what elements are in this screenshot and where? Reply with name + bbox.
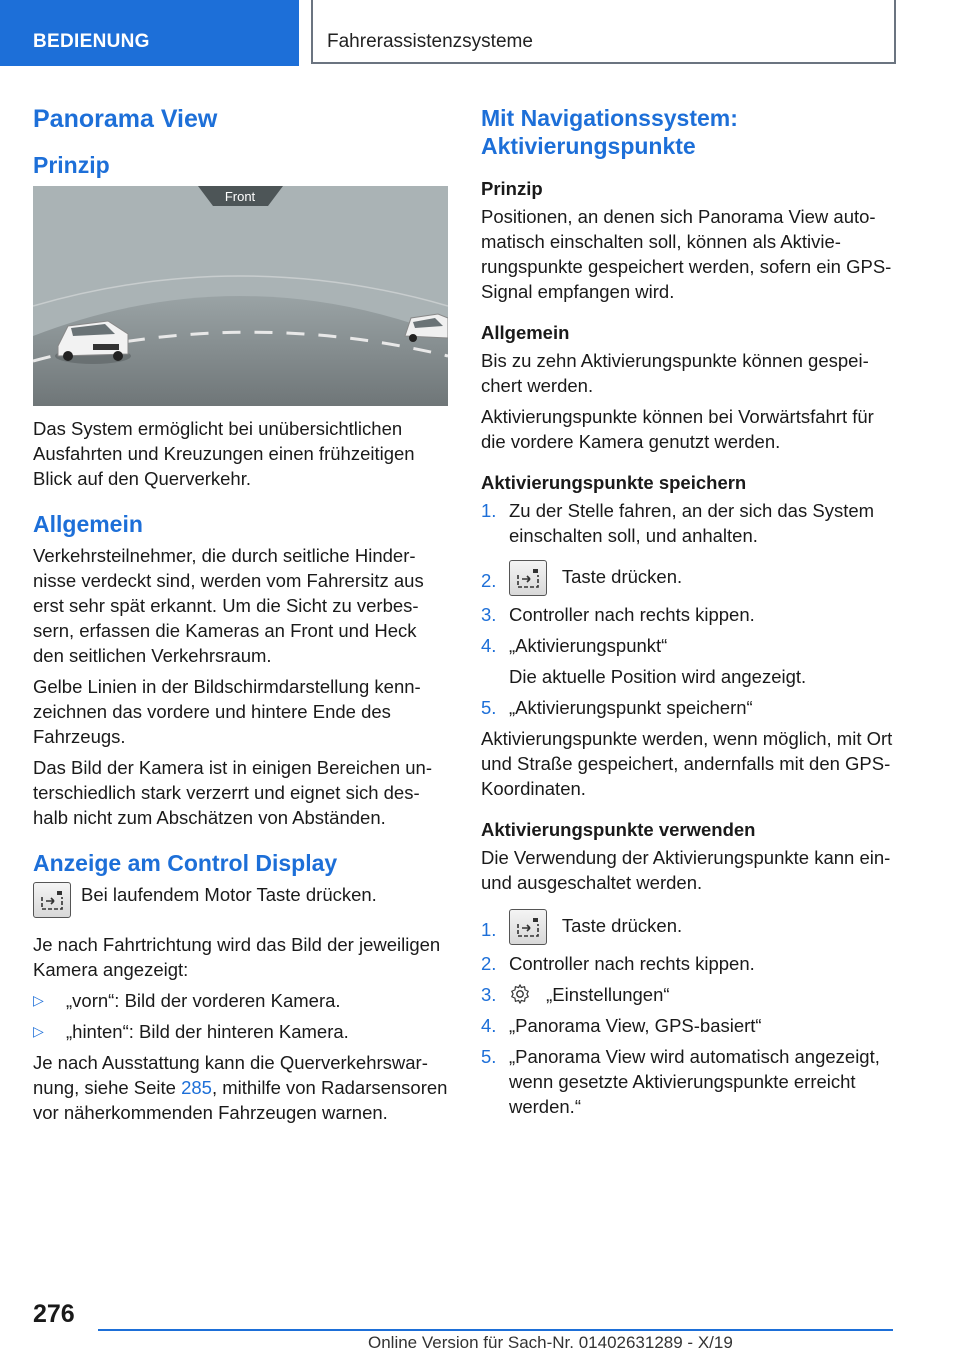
speichern-after-text: Aktivierungspunkte werden, wenn möglich, mit Ort und Straße gespeichert, andernfalls mit den GPS-Koordinaten. (481, 728, 893, 799)
key-instruction-text: Bei laufendem Motor Taste drücken. (81, 884, 377, 905)
step-item: 4. „Aktivierungspunkt“ Die aktuelle Position wird angezeigt. (481, 635, 807, 687)
chapter-title: Fahrerassistenzsysteme (311, 0, 896, 64)
allgemein-subheading: Allgemein (481, 322, 570, 343)
panorama-view-figure (33, 186, 448, 406)
prinzip-text: Positionen, an denen sich Panorama View automatisch einschalten soll, können als Aktivierungspunkte gespeichert werden, sofern ein GPS-Signal empfangen wird. (481, 206, 892, 302)
speichern-heading: Aktivierungspunkte speichern (481, 472, 747, 493)
step-item: 2. Taste drücken. (481, 560, 896, 596)
right-column (481, 98, 896, 1125)
step-item: 2. Controller nach rechts kippen. (481, 953, 755, 974)
allgemein-paragraph: Verkehrsteilnehmer, die durch seitliche Hindernisse verdeckt sind, werden vom Fahrersitz aus erst sehr spät erkannt. Um die Sicht zu verbessern, erfassen die Kameras an Front und Heck den seitlichen Verkehrsraum. (33, 545, 424, 666)
triangle-bullet-icon: ▷ (33, 1023, 44, 1039)
allgemein-text: Aktivierungspunkte können bei Vorwärtsfahrt für die vordere Kamera genutzt werden. (481, 406, 874, 452)
key-instruction (33, 882, 448, 918)
anzeige-text: Je nach Fahrtrichtung wird das Bild der jeweiligen Kamera angezeigt: (33, 934, 441, 980)
camera-key-icon (33, 882, 71, 918)
step-item: 3. Controller nach rechts kippen. (481, 604, 755, 625)
step-item: 3. „Einstellungen“ (481, 984, 670, 1005)
camera-image-illustration (33, 186, 448, 406)
page-header (0, 0, 960, 66)
footer-divider (98, 1329, 893, 1331)
prinzip-heading: Prinzip (33, 152, 110, 178)
list-item: ▷ „hinten“: Bild der hinteren Kamera. (33, 1021, 349, 1042)
anzeige-heading: Anzeige am Control Display (33, 850, 338, 876)
allgemein-paragraph: Das Bild der Kamera ist in einigen Bereichen unterschiedlich stark verzerrt und eignet sich deshalb nicht zum Abschätzen von Abständen. (33, 757, 432, 828)
verwenden-text: Die Verwendung der Aktivierungspunkte kann ein- und ausgeschaltet werden. (481, 847, 891, 893)
list-item: ▷ „vorn“: Bild der vorderen Kamera. (33, 990, 341, 1011)
navigation-title: Mit Navigationssystem: Aktivierungspunkte (481, 105, 738, 159)
left-column (33, 98, 448, 1131)
gear-icon (509, 983, 531, 1005)
footer-version-text: Online Version für Sach-Nr. 01402631289 - X/19 (368, 1333, 733, 1352)
verwenden-heading: Aktivierungspunkte verwenden (481, 819, 756, 840)
step-item: 4. „Panorama View, GPS-basiert“ (481, 1015, 762, 1036)
step-item: 1. Taste drücken. (481, 909, 896, 945)
front-label: Front (224, 189, 256, 204)
prinzip-subheading: Prinzip (481, 178, 543, 199)
page-link[interactable]: 285 (181, 1077, 212, 1098)
camera-key-icon (509, 909, 547, 945)
camera-key-icon (509, 560, 547, 596)
page-number: 276 (33, 1300, 75, 1328)
intro-text: Das System ermöglicht bei unübersichtlichen Ausfahrten und Kreuzungen einen frühzeitigen Blick auf den Querverkehr. (33, 418, 415, 489)
allgemein-heading: Allgemein (33, 511, 143, 537)
allgemein-text: Bis zu zehn Aktivierungspunkte können gespeichert werden. (481, 350, 869, 396)
triangle-bullet-icon: ▷ (33, 992, 44, 1008)
step-item: 1. Zu der Stelle fahren, an der sich das System einschalten soll, und anhalten. (481, 500, 875, 546)
step-item: 5. „Panorama View wird automatisch angezeigt, wenn gesetzte Aktivierungspunkte erreicht werden.“ (481, 1046, 880, 1117)
step-item: 5. „Aktivierungspunkt speichern“ (481, 697, 753, 718)
section-tab: BEDIENUNG (0, 0, 299, 66)
allgemein-paragraph: Gelbe Linien in der Bildschirmdarstellung kennzeichnen das vordere und hintere Ende des Fahrzeugs. (33, 676, 421, 747)
querverkehr-text: Je nach Ausstattung kann die Querverkehrswarnung, siehe Seite 285, mithilfe von Radarsensoren vor näherkommenden Fahrzeugen warnen. (33, 1052, 448, 1123)
section-title: Panorama View (33, 105, 218, 133)
